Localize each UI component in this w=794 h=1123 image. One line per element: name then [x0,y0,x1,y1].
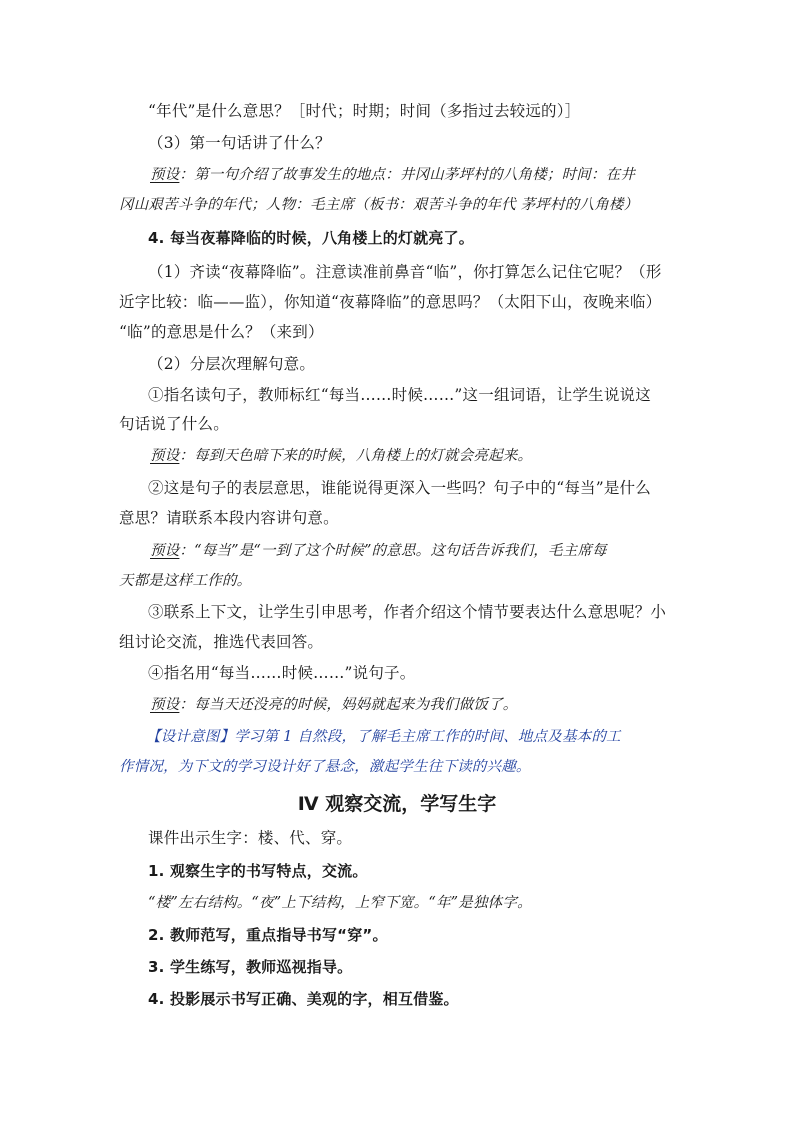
text-line: 课件出示生字：楼、代、穿。 [148,829,353,847]
preset-answer [150,164,635,186]
step-heading: 1. 观察生字的书写特点，交流。 [148,862,368,880]
preset-label: 预设 [150,543,180,559]
preset-answer-cont: 天都是这样工作的。 [119,573,252,589]
preset-label: 预设 [150,167,180,183]
text-line: ④指名用“每当……时候……”说句子。 [148,664,416,682]
text-line: ③联系上下文，让学生引申思考，作者介绍这个情节要表达什么意思呢？小 [148,603,667,621]
step-heading: 2. 教师范写，重点指导书写“穿”。 [148,926,388,944]
preset-answer [150,445,532,467]
design-intent-cont: 作情况，为下文的学习设计好了悬念，激起学生往下读的兴趣。 [119,759,531,775]
step-heading: 4. 投影展示书写正确、美观的字，相互借鉴。 [148,990,459,1008]
sentence-heading: 4. 每当夜幕降临的时候，八角楼上的灯就亮了。 [148,229,474,247]
text-line: 意思？请联系本段内容讲句意。 [119,509,339,527]
text-line: 近字比较：临——监），你知道“夜幕降临”的意思吗？（太阳下山，夜晚来临） [119,293,662,311]
step-heading: 3. 学生练写，教师巡视指导。 [148,958,353,976]
text-line: “年代”是什么意思？［时代；时期；时间（多指过去较远的）］ [148,102,581,120]
text-line: （2）分层次理解句意。 [148,355,316,373]
text-line: 句话说了什么。 [119,415,229,433]
preset-answer [150,540,607,562]
preset-text: ：每到天色暗下来的时候，八角楼上的灯就会亮起来。 [179,448,533,464]
preset-label: 预设 [150,697,180,713]
text-line: ①指名读句子，教师标红“每当……时候……”这一组词语，让学生说说这 [148,386,651,404]
text-line: （1）齐读“夜幕降临”。注意读准前鼻音“临”，你打算怎么记住它呢？（形 [148,263,662,281]
design-intent: 【设计意图】学习第 1 自然段，了解毛主席工作的时间、地点及基本的工 [146,729,621,745]
question-line: （3）第一句话讲了什么？ [148,134,331,152]
preset-text: ：第一句介绍了故事发生的地点：井冈山茅坪村的八角楼；时间：在井 [179,167,636,183]
preset-label: 预设 [150,448,180,464]
text-line: “临”的意思是什么？（来到） [119,323,324,341]
preset-text: ：“每当”是“一到了这个时候”的意思。这句话告诉我们，毛主席每 [179,543,607,559]
step-note: “楼”左右结构。“夜”上下结构，上窄下宽。“年”是独体字。 [148,895,532,911]
text-line: ②这是句子的表层意思，谁能说得更深入一些吗？句子中的“每当”是什么 [148,479,651,497]
text-line: 组讨论交流，推选代表回答。 [119,633,324,651]
section-heading: Ⅳ 观察交流，学写生字 [297,793,497,815]
preset-answer-cont: 冈山艰苦斗争的年代；人物：毛主席（板书：艰苦斗争的年代 茅坪村的八角楼） [119,197,639,213]
preset-answer [150,694,518,716]
preset-text: ：每当天还没亮的时候，妈妈就起来为我们做饭了。 [179,697,518,713]
